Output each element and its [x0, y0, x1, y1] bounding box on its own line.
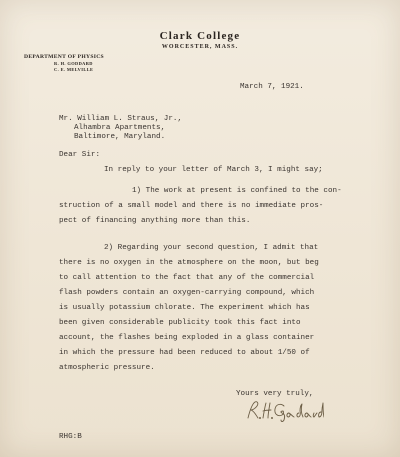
college-location: WORCESTER, MASS.	[161, 44, 239, 50]
intro-line: In reply to your letter of March 3, I might say;	[104, 166, 323, 174]
staff-name-melville: C. E. MELVILLE	[54, 67, 94, 72]
para1-line: 1) The work at present is confined to the con-	[132, 187, 342, 195]
para2-line: is usually potassium chlorate. The experiment which has	[59, 304, 310, 312]
salutation: Dear Sir:	[59, 151, 101, 159]
para2-line: 2) Regarding your second question, I admit that	[104, 244, 319, 252]
closing: Yours very truly,	[236, 390, 314, 398]
para1-line: pect of financing anything more than this.	[59, 217, 251, 225]
department-name: DEPARTMENT OF PHYSICS	[24, 54, 104, 60]
letter-date: March 7, 1921.	[240, 83, 304, 91]
college-name: Clark College	[159, 30, 241, 42]
para2-line: account, the flashes being exploded in a glass container	[59, 334, 315, 342]
para2-line: atmospheric pressure.	[59, 364, 155, 372]
para2-line: in which the pressure had been reduced to about 1/50 of	[59, 349, 310, 357]
recipient-line: Baltimore, Maryland.	[74, 133, 166, 141]
recipient-line: Mr. William L. Straus, Jr.,	[59, 115, 183, 123]
reference-initials: RHG:B	[59, 433, 82, 441]
para2-line: been given considerable publicity took this fact into	[59, 319, 301, 327]
para2-line: to call attention to the fact that any of the commercial	[59, 274, 315, 282]
para1-line: struction of a small model and there is no immediate pros-	[59, 202, 324, 210]
recipient-line: Alhambra Apartments,	[74, 124, 166, 132]
handwritten-signature	[244, 398, 324, 424]
para2-line: flash powders contain an oxygen-carrying compound, which	[59, 289, 315, 297]
staff-name-goddard: R. H. GODDARD	[54, 61, 93, 66]
para2-line: there is no oxygen in the atmosphere on the moon, but beg	[59, 259, 319, 267]
